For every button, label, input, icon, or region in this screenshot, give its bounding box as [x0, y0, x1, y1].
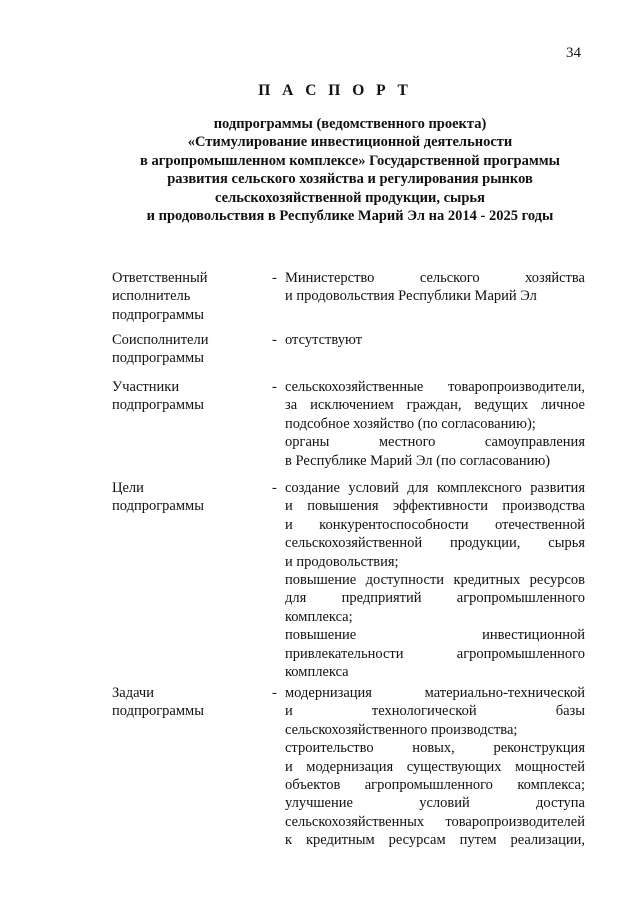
row-dash: - — [272, 379, 277, 395]
row-content — [285, 479, 585, 681]
content-line: и конкурентоспособности отечественной — [285, 516, 585, 533]
row-label — [112, 684, 262, 721]
content-line: подсобное хозяйство (по согласованию); — [285, 415, 536, 432]
row-label — [112, 479, 262, 516]
content-line: органы местного самоуправления — [285, 434, 585, 451]
content-line: модернизация материально-технической — [285, 685, 585, 701]
content-line: комплекса; — [285, 608, 353, 625]
label-line: Цели — [112, 480, 144, 496]
passport-row-goals — [112, 479, 592, 684]
label-line: Задачи — [112, 685, 154, 701]
passport-row-co-executors — [112, 331, 592, 369]
row-dash: - — [272, 480, 277, 496]
content-line: сельскохозяйственной продукции, сырья — [285, 535, 585, 552]
row-label — [112, 331, 262, 368]
page-number: 34 — [566, 45, 581, 61]
row-dash: - — [272, 332, 277, 348]
row-content — [285, 269, 585, 306]
row-label — [112, 269, 262, 324]
label-line: подпрограммы — [112, 703, 204, 720]
label-line: подпрограммы — [112, 306, 204, 323]
content-line: к кредитным ресурсам путем реализации, — [285, 832, 585, 849]
content-line: и повышения эффективности производства — [285, 498, 585, 515]
content-line: и продовольствия; — [285, 553, 399, 570]
subtitle-line: и продовольствия в Республике Марий Эл на 2014 - 2025 годы — [146, 208, 554, 225]
content-line: и технологической базы — [285, 703, 585, 720]
content-line: отсутствуют — [285, 332, 362, 348]
content-line: создание условий для комплексного развития — [285, 480, 585, 496]
passport-row-responsible — [112, 269, 592, 325]
label-line: исполнитель — [112, 288, 191, 305]
content-line: улучшение условий доступа — [285, 795, 585, 812]
row-content — [285, 684, 585, 850]
content-line: за исключением граждан, ведущих личное — [285, 397, 585, 414]
label-line: Участники — [112, 379, 180, 395]
passport-row-tasks — [112, 684, 592, 854]
content-line: привлекательности агропромышленного — [285, 645, 585, 662]
subtitle-line: подпрограммы (ведомственного проекта) — [213, 116, 487, 132]
content-line: повышение доступности кредитных ресурсов — [285, 572, 585, 589]
subtitle-line: развития сельского хозяйства и регулирования рынков — [167, 171, 533, 188]
label-line: подпрограммы — [112, 350, 204, 367]
document-title: П А С П О Р Т — [258, 82, 412, 99]
content-line: и модернизация существующих мощностей — [285, 758, 585, 775]
content-line: в Республике Марий Эл (по согласованию) — [285, 452, 551, 469]
row-dash: - — [272, 685, 277, 701]
subtitle-line: сельскохозяйственной продукции, сырья — [215, 189, 485, 206]
content-line: и продовольствия Республики Марий Эл — [285, 288, 537, 305]
content-line: Министерство сельского хозяйства — [285, 270, 585, 286]
subtitle-line: в агропромышленном комплексе» Государственной программы — [140, 152, 560, 169]
row-content — [285, 378, 585, 470]
label-line: Ответственный — [112, 270, 208, 286]
row-content — [285, 331, 585, 349]
content-line: комплекса — [285, 664, 349, 681]
label-line: подпрограммы — [112, 397, 204, 414]
row-dash: - — [272, 270, 277, 286]
row-label — [112, 378, 262, 415]
content-line: сельскохозяйственного производства; — [285, 721, 518, 738]
content-line: сельскохозяйственных товаропроизводителей — [285, 813, 585, 830]
content-line: строительство новых, реконструкция — [285, 740, 585, 757]
content-line: объектов агропромышленного комплекса; — [285, 777, 585, 794]
subtitle-line: «Стимулирование инвестиционной деятельности — [187, 134, 513, 151]
label-line: подпрограммы — [112, 498, 204, 515]
passport-row-participants — [112, 378, 592, 472]
document-subtitle — [0, 115, 640, 225]
content-line: повышение инвестиционной — [285, 627, 585, 644]
content-line: сельскохозяйственные товаропроизводители, — [285, 379, 585, 395]
content-line: для предприятий агропромышленного — [285, 590, 585, 607]
label-line: Соисполнители — [112, 332, 209, 348]
